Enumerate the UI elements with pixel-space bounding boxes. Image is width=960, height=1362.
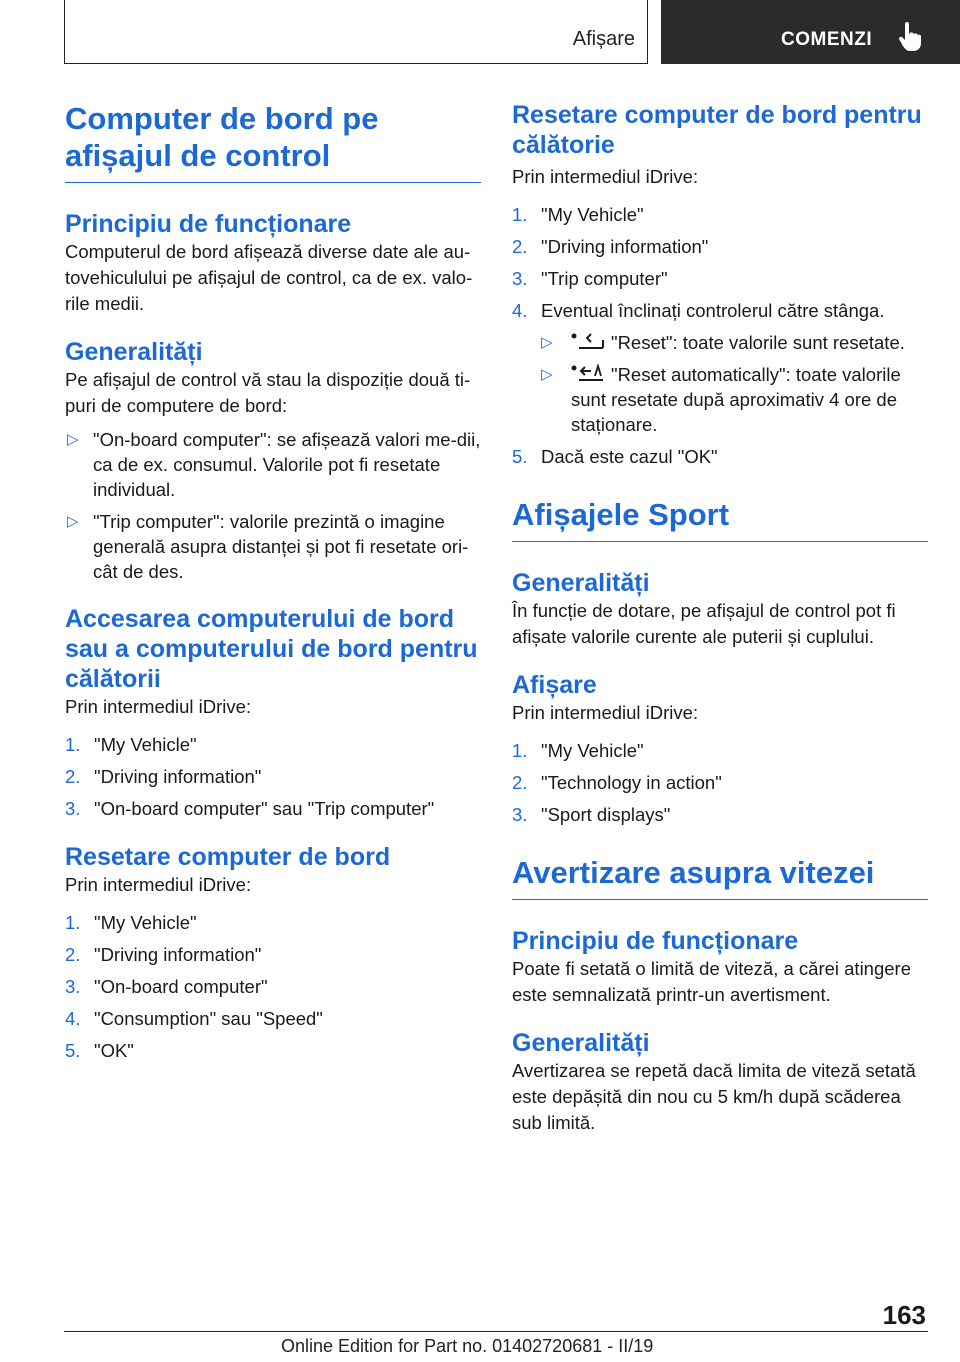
heading-accesarea: Accesarea computerului de bord sau a computerului de bord pentru călătorii (65, 605, 478, 693)
heading-resetare-calatorie: Resetare computer de bord pentru călătorie (512, 101, 922, 159)
heading-viteza-generalitati: Generalități (512, 1029, 650, 1057)
heading-computer-de-bord: Computer de bord pe afișajul de control (65, 100, 481, 183)
list-item: 2. "Technology in action" (512, 772, 722, 793)
section-tab (64, 0, 648, 64)
list-item: 1. "My Vehicle" (512, 740, 644, 761)
heading-principiu: Principiu de funcționare (65, 210, 352, 238)
viteza-principiu-text: Poate fi setată o limită de viteză, a cărei atingere este semnalizată printr-un avertisment. (512, 958, 911, 1005)
hand-pointer-icon (897, 22, 921, 52)
list-item: 5. "OK" (65, 1040, 134, 1061)
footer-divider (64, 1331, 928, 1332)
chapter-tab (661, 0, 960, 64)
sport-steps (512, 738, 928, 828)
reset-options-list (541, 330, 928, 437)
list-item: 3. "Trip computer" (512, 268, 668, 289)
list-item: ▷ "On-board computer": se afișează valori me-dii, ca de ex. consumul. Valorile pot fi resetate individual. (67, 429, 481, 500)
list-item: 3. "On-board computer" (65, 976, 268, 997)
resetare-text: Prin intermediul iDrive: (65, 874, 252, 895)
heading-generalitati: Generalități (65, 338, 203, 366)
heading-resetare: Resetare computer de bord (65, 843, 391, 871)
list-item: 1. "My Vehicle" (65, 734, 197, 755)
generalitati-text: Pe afișajul de control vă stau la dispoziție două ti-puri de computere de bord: (65, 369, 471, 416)
bullet-triangle-icon: ▷ (67, 513, 79, 530)
right-column (512, 100, 928, 1136)
heading-avertizare-viteza: Avertizare asupra vitezei (512, 854, 928, 900)
sport-generalitati-text: În funcție de dotare, pe afișajul de control pot fi afișate valorile curente ale puterii și cuplului. (512, 600, 896, 647)
left-column (65, 100, 481, 1070)
heading-afisajele-sport: Afișajele Sport (512, 496, 928, 542)
list-item: 4. "Consumption" sau "Speed" (65, 1008, 323, 1029)
list-item: 2. "Driving information" (65, 766, 262, 787)
section-title: Afișare (572, 28, 635, 50)
page-header (0, 0, 960, 66)
heading-viteza-principiu: Principiu de funcționare (512, 927, 799, 955)
resetare-calatorie-text: Prin intermediul iDrive: (512, 166, 699, 187)
list-item: 3. "On-board computer" sau "Trip computer" (65, 798, 435, 819)
footer-edition: Online Edition for Part no. 01402720681 - II/19 (281, 1336, 654, 1356)
resetare-calatorie-steps (512, 202, 928, 470)
bullet-triangle-icon: ▷ (67, 431, 79, 448)
list-item: 2. "Driving information" (512, 236, 709, 257)
list-item: ▷ "Reset": toate valorile sunt resetate. (541, 332, 905, 353)
heading-afisare: Afișare (512, 671, 597, 699)
list-item: 5. Dacă este cazul "OK" (512, 446, 718, 467)
accesarea-steps (65, 732, 481, 822)
list-item: 1. "My Vehicle" (65, 912, 197, 933)
principiu-text: Computerul de bord afișează diverse date ale au-tovehiculului pe afișajul de control, ca de ex. valo-rile medii. (65, 241, 473, 314)
heading-sport-generalitati: Generalități (512, 569, 650, 597)
resetare-steps (65, 910, 481, 1064)
list-item: 2. "Driving information" (65, 944, 262, 965)
page-number: 163 (882, 1300, 926, 1330)
chapter-title: COMENZI (781, 29, 873, 50)
computer-types-list (65, 427, 481, 584)
list-item: ▷ "Trip computer": valorile prezintă o imagine generală asupra distanței și pot fi resetate ori-cât de des. (67, 511, 469, 582)
list-item: 4. Eventual înclinați controlerul către stânga. ▷ "Reset": toate valorile sunt resetate. ▷ "Reset automatically": toate valorile sunt resetate după aproximativ 4 ore de staționare. (512, 298, 928, 437)
list-item: 1. "My Vehicle" (512, 204, 644, 225)
afisare-text: Prin intermediul iDrive: (512, 702, 699, 723)
list-item: ▷ "Reset automatically": toate valorile sunt resetate după aproximativ 4 ore de staționare. (541, 364, 901, 435)
viteza-generalitati-text: Avertizarea se repetă dacă limita de viteză setată este depășită din nou cu 5 km/h după scăderea sub limită. (512, 1060, 916, 1133)
reset-automatically-icon (571, 364, 605, 384)
accesarea-text: Prin intermediul iDrive: (65, 696, 252, 717)
bullet-triangle-icon: ▷ (541, 366, 553, 383)
bullet-triangle-icon: ▷ (541, 334, 553, 351)
reset-icon (571, 332, 605, 352)
list-item: 3. "Sport displays" (512, 804, 671, 825)
